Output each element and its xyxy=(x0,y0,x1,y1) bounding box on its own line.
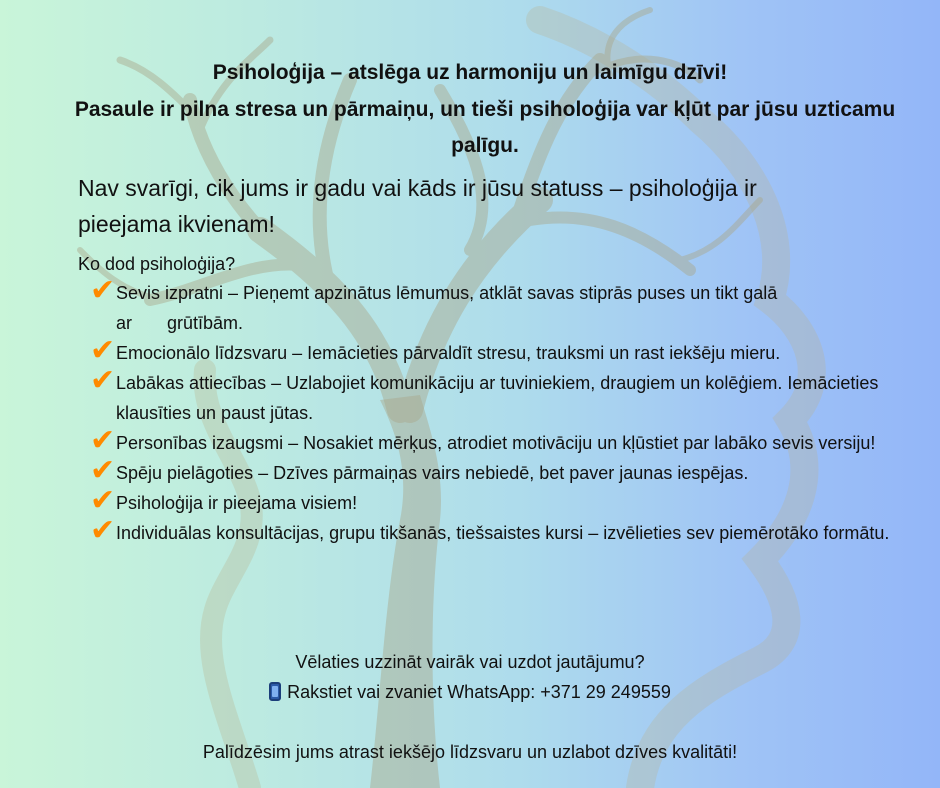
checkmark-icon: ✔ xyxy=(90,513,116,548)
list-item xyxy=(90,453,910,488)
list-item xyxy=(90,423,910,458)
benefit-text: Emocionālo līdzsvaru – Iemācieties pārvaldīt stresu, trauksmi un rast iekšēju mieru. xyxy=(116,343,781,363)
list-item xyxy=(90,273,910,338)
headline: Psiholoģija – atslēga uz harmoniju un laimīgu dzīvi! xyxy=(212,61,728,84)
checkmark-icon: ✔ xyxy=(90,273,116,308)
contact-question: Vēlaties uzzināt vairāk vai uzdot jautājumu? xyxy=(295,652,645,672)
mobile-phone-icon xyxy=(269,682,281,701)
benefits-list xyxy=(90,273,910,548)
subheadline: Pasaule ir pilna stresa un pārmaiņu, un tieši psiholoģija var kļūt par jūsu uzticamu palīgu. xyxy=(74,98,896,157)
benefit-text: Spēju pielāgoties – Dzīves pārmaiņas vairs nebiedē, bet paver jaunas iespējas. xyxy=(116,463,749,483)
checkmark-icon: ✔ xyxy=(90,333,116,368)
checkmark-icon: ✔ xyxy=(90,363,116,398)
closing-text: Palīdzēsim jums atrast iekšējo līdzsvaru un uzlabot dzīves kvalitāti! xyxy=(202,742,738,762)
checkmark-icon: ✔ xyxy=(90,453,116,488)
benefits-heading: Ko dod psiholoģija? xyxy=(78,254,236,274)
whatsapp-contact-text: Rakstiet vai zvaniet WhatsApp: +371 29 249559 xyxy=(287,682,671,702)
list-item xyxy=(90,363,910,428)
benefit-text: Psiholoģija ir pieejama visiem! xyxy=(116,493,358,513)
benefit-text: Labākas attiecības – Uzlabojiet komunikāciju ar tuviniekiem, draugiem un kolēģiem. Iemācieties klausīties un paust jūtas. xyxy=(116,373,879,423)
benefit-text: Sevis izpratni – Pieņemt apzinātus lēmumus, atklāt savas stiprās puses un tikt galā ar grūtībām. xyxy=(116,283,778,333)
contact-line xyxy=(0,678,940,706)
intro-text: Nav svarīgi, cik jums ir gadu vai kāds ir jūsu statuss – psiholoģija ir pieejama ikvienam! xyxy=(78,175,757,237)
checkmark-icon: ✔ xyxy=(90,423,116,458)
list-item xyxy=(90,513,910,548)
benefit-text: Individuālas konsultācijas, grupu tikšanās, tiešsaistes kursi – izvēlieties sev piemērotāko formātu. xyxy=(116,523,890,543)
checkmark-icon: ✔ xyxy=(90,483,116,518)
list-item xyxy=(90,333,910,368)
list-item xyxy=(90,483,910,518)
benefit-text: Personības izaugsmi – Nosakiet mērķus, atrodiet motivāciju un kļūstiet par labāko sevis versiju! xyxy=(116,433,876,453)
